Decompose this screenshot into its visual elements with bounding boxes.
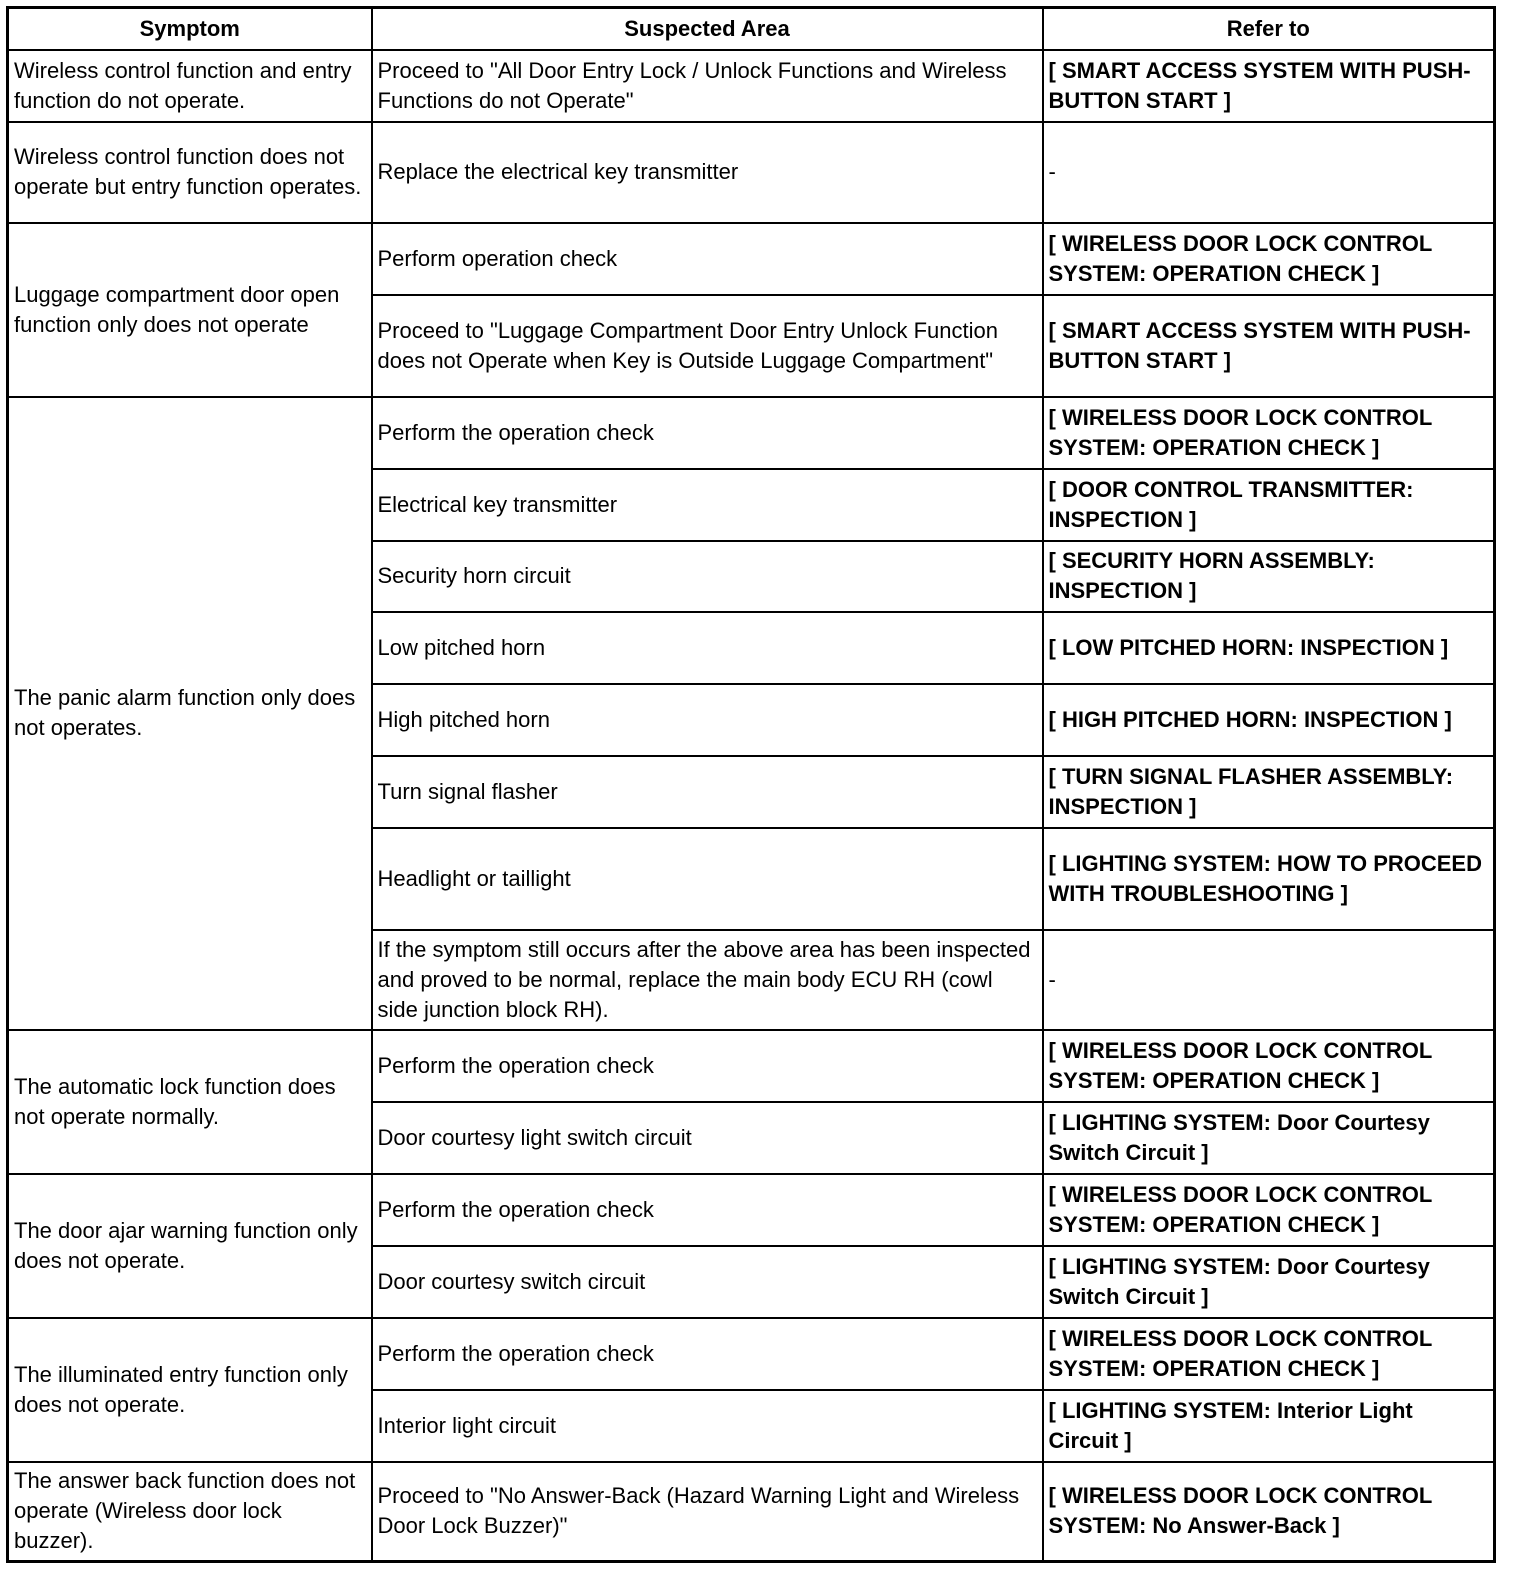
- suspected-area-cell: Headlight or taillight: [372, 828, 1043, 930]
- symptom-cell: The answer back function does not operate (Wireless door lock buzzer).: [8, 1462, 372, 1562]
- suspected-area-cell: Perform the operation check: [372, 1318, 1043, 1390]
- table-row: [8, 122, 1495, 223]
- suspected-area-cell: Electrical key transmitter: [372, 469, 1043, 541]
- suspected-area-cell: Perform the operation check: [372, 1030, 1043, 1102]
- refer-to-link[interactable]: [ WIRELESS DOOR LOCK CONTROL SYSTEM: OPERATION CHECK ]: [1043, 1030, 1495, 1102]
- troubleshooting-table: [6, 6, 1496, 1563]
- refer-to-link[interactable]: [ HIGH PITCHED HORN: INSPECTION ]: [1043, 684, 1495, 756]
- refer-to-link[interactable]: [ WIRELESS DOOR LOCK CONTROL SYSTEM: OPERATION CHECK ]: [1043, 1174, 1495, 1246]
- refer-to-link[interactable]: [ LIGHTING SYSTEM: Interior Light Circuit ]: [1043, 1390, 1495, 1462]
- symptom-cell: Luggage compartment door open function only does not operate: [8, 223, 372, 397]
- refer-to-link[interactable]: [ SMART ACCESS SYSTEM WITH PUSH-BUTTON START ]: [1043, 50, 1495, 122]
- suspected-area-cell: Door courtesy switch circuit: [372, 1246, 1043, 1318]
- header-symptom: Symptom: [8, 8, 372, 50]
- suspected-area-cell: Perform the operation check: [372, 1174, 1043, 1246]
- suspected-area-cell: Low pitched horn: [372, 612, 1043, 684]
- refer-to-link[interactable]: [ TURN SIGNAL FLASHER ASSEMBLY: INSPECTION ]: [1043, 756, 1495, 828]
- refer-to-link[interactable]: [ WIRELESS DOOR LOCK CONTROL SYSTEM: OPERATION CHECK ]: [1043, 223, 1495, 295]
- header-suspected-area: Suspected Area: [372, 8, 1043, 50]
- refer-to-link[interactable]: [ DOOR CONTROL TRANSMITTER: INSPECTION ]: [1043, 469, 1495, 541]
- refer-to-link[interactable]: [ SECURITY HORN ASSEMBLY: INSPECTION ]: [1043, 541, 1495, 612]
- symptom-cell: The door ajar warning function only does not operate.: [8, 1174, 372, 1318]
- suspected-area-cell: Proceed to "No Answer-Back (Hazard Warning Light and Wireless Door Lock Buzzer)": [372, 1462, 1043, 1562]
- refer-to-link[interactable]: [ LIGHTING SYSTEM: HOW TO PROCEED WITH TROUBLESHOOTING ]: [1043, 828, 1495, 930]
- refer-to-link: -: [1043, 930, 1495, 1030]
- table-row: [8, 50, 1495, 122]
- table-row: [8, 397, 1495, 469]
- refer-to-link[interactable]: [ LOW PITCHED HORN: INSPECTION ]: [1043, 612, 1495, 684]
- header-refer-to: Refer to: [1043, 8, 1495, 50]
- header-row: [8, 8, 1495, 50]
- suspected-area-cell: Interior light circuit: [372, 1390, 1043, 1462]
- refer-to-link[interactable]: [ LIGHTING SYSTEM: Door Courtesy Switch Circuit ]: [1043, 1102, 1495, 1174]
- refer-to-link[interactable]: [ LIGHTING SYSTEM: Door Courtesy Switch Circuit ]: [1043, 1246, 1495, 1318]
- suspected-area-cell: Door courtesy light switch circuit: [372, 1102, 1043, 1174]
- refer-to-link[interactable]: [ WIRELESS DOOR LOCK CONTROL SYSTEM: OPERATION CHECK ]: [1043, 397, 1495, 469]
- table-row: [8, 1174, 1495, 1246]
- table-row: [8, 1318, 1495, 1390]
- symptom-cell: Wireless control function does not operate but entry function operates.: [8, 122, 372, 223]
- suspected-area-cell: Perform the operation check: [372, 397, 1043, 469]
- table-row: [8, 223, 1495, 295]
- symptom-cell: The illuminated entry function only does not operate.: [8, 1318, 372, 1462]
- suspected-area-cell: High pitched horn: [372, 684, 1043, 756]
- refer-to-link: -: [1043, 122, 1495, 223]
- suspected-area-cell: Security horn circuit: [372, 541, 1043, 612]
- suspected-area-cell: Turn signal flasher: [372, 756, 1043, 828]
- suspected-area-cell: If the symptom still occurs after the above area has been inspected and proved to be normal, replace the main body ECU RH (cowl side junction block RH).: [372, 930, 1043, 1030]
- table-body: [8, 50, 1495, 1562]
- refer-to-link[interactable]: [ WIRELESS DOOR LOCK CONTROL SYSTEM: No Answer-Back ]: [1043, 1462, 1495, 1562]
- suspected-area-cell: Replace the electrical key transmitter: [372, 122, 1043, 223]
- refer-to-link[interactable]: [ SMART ACCESS SYSTEM WITH PUSH-BUTTON START ]: [1043, 295, 1495, 397]
- table-row: [8, 1030, 1495, 1102]
- symptom-cell: The panic alarm function only does not operates.: [8, 397, 372, 1030]
- symptom-cell: The automatic lock function does not operate normally.: [8, 1030, 372, 1174]
- refer-to-link[interactable]: [ WIRELESS DOOR LOCK CONTROL SYSTEM: OPERATION CHECK ]: [1043, 1318, 1495, 1390]
- suspected-area-cell: Proceed to "Luggage Compartment Door Entry Unlock Function does not Operate when Key is Outside Luggage Compartment": [372, 295, 1043, 397]
- suspected-area-cell: Perform operation check: [372, 223, 1043, 295]
- symptom-cell: Wireless control function and entry function do not operate.: [8, 50, 372, 122]
- table-row: [8, 1462, 1495, 1562]
- suspected-area-cell: Proceed to "All Door Entry Lock / Unlock Functions and Wireless Functions do not Operate": [372, 50, 1043, 122]
